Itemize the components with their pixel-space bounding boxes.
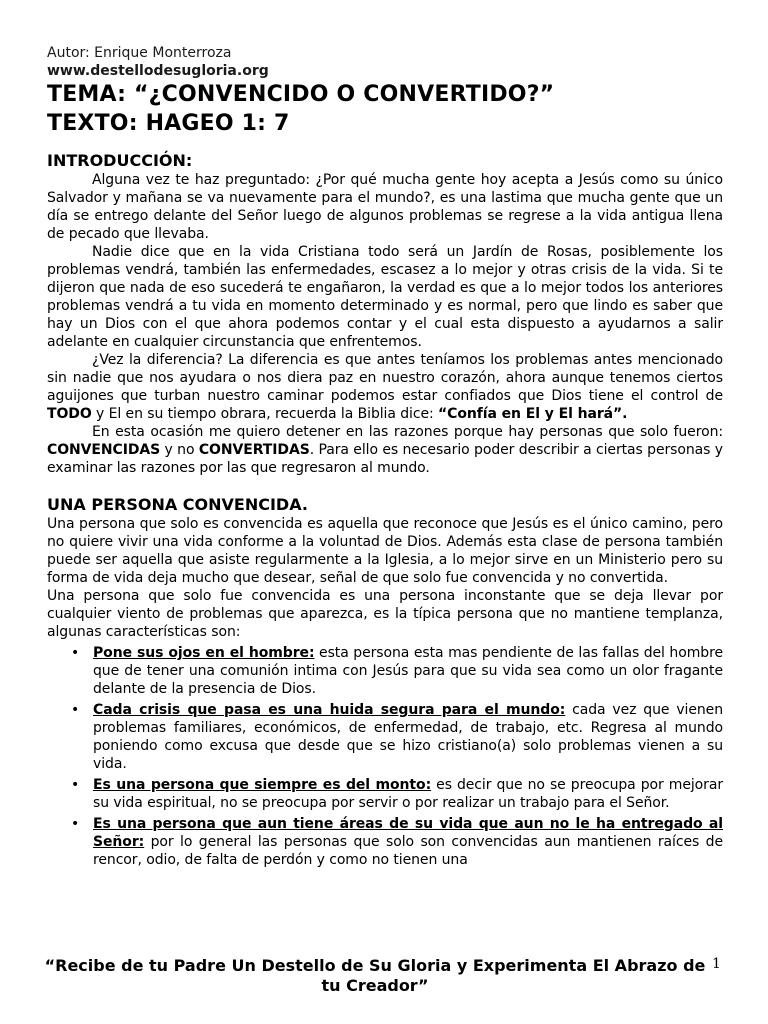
list-item-term: Cada crisis que pasa es una huida segura para el mundo: (93, 702, 566, 718)
text-reference: TEXTO: HAGEO 1: 7 (47, 111, 290, 136)
bullet-icon: • (71, 702, 80, 718)
list-item-term: Pone sus ojos en el hombre: (93, 645, 315, 661)
convencida-paragraph-1: Una persona que solo es convencida es aquella que reconoce que Jesús es el único camino, pero no quiere vivir una vida conforme a la voluntad de Dios. Además esta clase de persona también puede ser aquella que asiste regularmente a la Iglesia, a lo mejor sirve en un Ministerio pero su forma de vida deja mucho que desear, señal de que solo fue convencida y no convertida. (47, 516, 723, 586)
website-line: www.destellodesugloria.org (47, 63, 269, 79)
list-item-description: esta persona esta mas pendiente de las fallas del hombre que de tener una comunión intima con Jesús para que su vida sea como un olor fragante delante de la presencia de Dios. (93, 645, 723, 697)
characteristics-list (47, 644, 723, 869)
list-item (47, 644, 723, 698)
convencida-paragraph-2: Una persona que solo fue convencida es una persona inconstante que se deja llevar por cualquier viento de problemas que aparezca, es la típica persona que no mantiene templanza, algunas características son: (47, 588, 723, 640)
bullet-icon: • (71, 777, 80, 793)
intro-p4-text-a: En esta ocasión me quiero detener en las razones porque hay personas que solo fueron: (92, 424, 723, 440)
convencida-heading: UNA PERSONA CONVENCIDA. (47, 495, 308, 514)
intro-heading: INTRODUCCIÓN: (47, 151, 193, 170)
intro-p3-text-c: y El en su tiempo obrara, recuerda la Biblia dice: (91, 406, 439, 422)
list-item-term: Es una persona que siempre es del monto: (93, 777, 432, 793)
list-item (47, 701, 723, 773)
intro-p4-emphasis-convertidas: CONVERTIDAS (198, 442, 310, 458)
bullet-icon: • (71, 816, 80, 832)
list-item (47, 815, 723, 869)
intro-p3-bible-quote: “Confía en El y El hará”. (438, 406, 628, 422)
document-page (47, 44, 723, 869)
intro-paragraph-3 (47, 351, 723, 423)
intro-paragraph-4 (47, 423, 723, 477)
intro-p3-text-a: ¿Vez la diferencia? La diferencia es que antes teníamos los problemas antes mencionado sin nadie que nos ayudara o nos diera paz en nuestro corazón, ahora aunque tenemos ciertos aguijones que turban nuestro caminar podemos estar confiados que Dios tiene el control de (47, 352, 723, 404)
topic-title: TEMA: “¿CONVENCIDO O CONVERTIDO?” (47, 82, 555, 107)
list-item-term: Es una persona que aun tiene áreas de su vida que aun no le ha entregado al Señor: (93, 816, 723, 850)
list-item-description: cada vez que vienen problemas familiares, económicos, de enfermedad, de trabajo, etc. Regresa al mundo poniendo como excusa que desde que se hizo cristiano(a) solo problemas vienen a su vida. (93, 702, 723, 772)
intro-p3-emphasis-todo: TODO (47, 406, 92, 422)
list-item-description: es decir que no se preocupa por mejorar su vida espiritual, no se preocupa por servir o por realizar un trabajo para el Señor. (93, 777, 723, 811)
intro-paragraph-2: Nadie dice que en la vida Cristiana todo será un Jardín de Rosas, posiblemente los problemas vendrá, también las enfermedades, escasez a lo mejor y otras crisis de la vida. Si te dijeron que nada de eso sucederá te engañaron, la verdad es que a lo mejor todos los anteriores problemas vendrá a tu vida en momento determinado y es normal, pero que lindo es saber que hay un Dios con el que ahora podemos contar y el cual esta dispuesto a ayudarnos a salir adelante en cualquier circunstancia que enfrentemos. (47, 244, 723, 350)
author-line: Autor: Enrique Monterroza (47, 45, 232, 61)
bullet-icon: • (71, 645, 80, 661)
intro-paragraph-1: Alguna vez te haz preguntado: ¿Por qué mucha gente hoy acepta a Jesús como su único Salvador y mañana se va nuevamente para el mundo?, es una lastima que mucha gente que un día se entrego delante del Señor luego de algunos problemas se regrese a la vida antigua llena de pecado que llevaba. (47, 172, 723, 242)
list-item (47, 776, 723, 812)
intro-p4-emphasis-convencidas: CONVENCIDAS (47, 442, 161, 458)
intro-p4-text-c: y no (160, 442, 199, 458)
footer-quote: “Recibe de tu Padre Un Destello de Su Gloria y Experimenta El Abrazo de tu Creador” (44, 956, 706, 995)
list-item-description: por lo general las personas que solo son convencidas aun mantienen raíces de rencor, odio, de falta de perdón y como no tienen una (93, 834, 723, 868)
page-number: 1 (712, 956, 721, 972)
intro-p4-text-e: . Para ello es necesario poder describir a ciertas personas y examinar las razones por las que regresaron al mundo. (47, 442, 723, 476)
